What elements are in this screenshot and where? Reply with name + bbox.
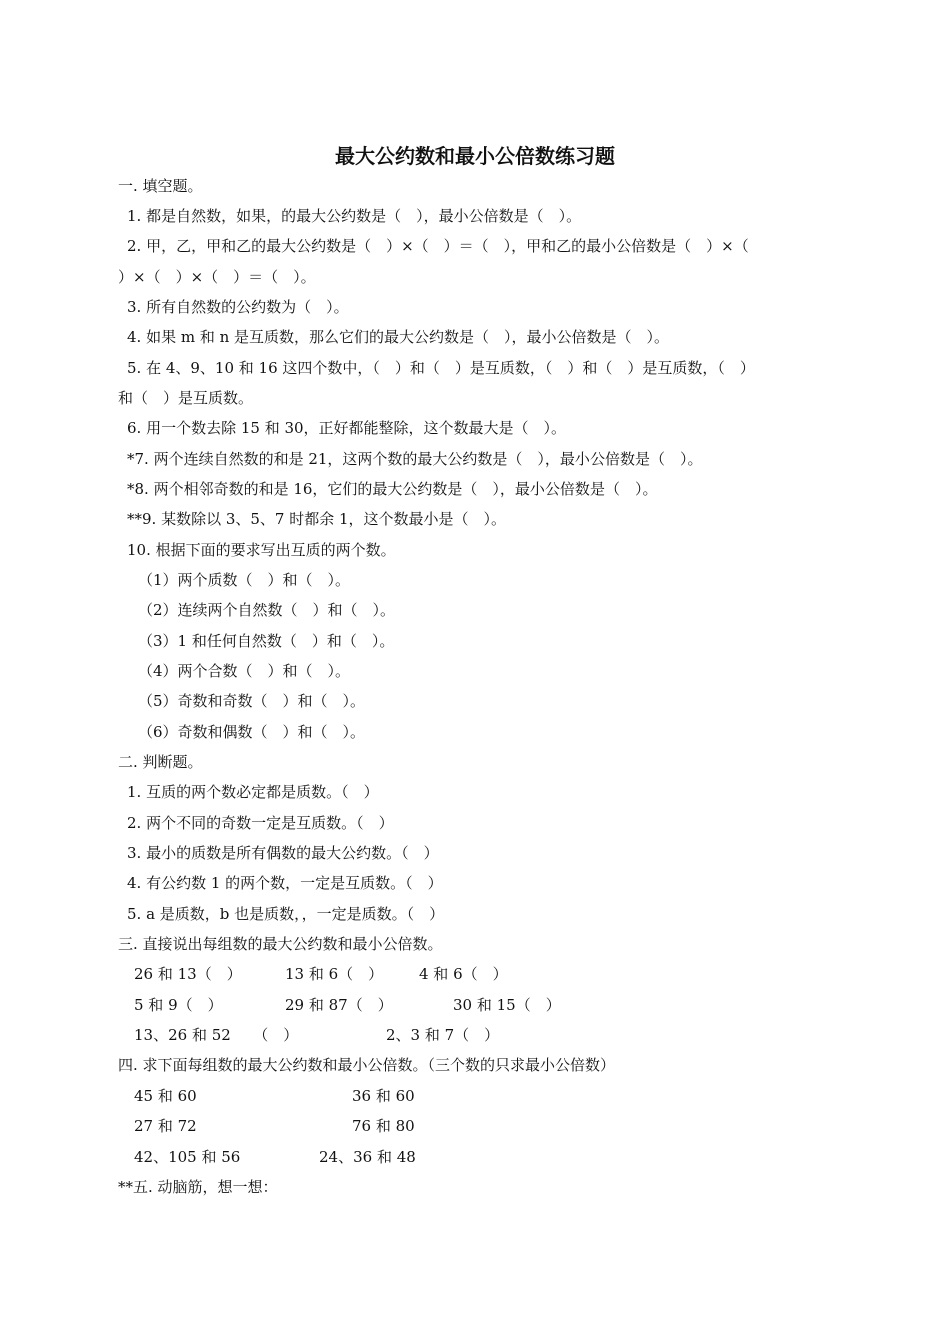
question-1-1: 1. 都是自然数，如果，的最大公约数是（ ），最小公倍数是（ ）。: [127, 207, 582, 225]
question-1-2-line1: 2. 甲，乙，甲和乙的最大公约数是（ ）×（ ）＝（ ），甲和乙的最小公倍数是（ ）×（: [127, 237, 749, 255]
question-1-5-line2: 和（ ）是互质数。: [118, 389, 254, 407]
judge-item: 5. a 是质数，b 也是质数，，一定是质数。（ ）: [127, 905, 445, 923]
pair-item: 29 和 87（ ）: [285, 996, 393, 1014]
page-title: 最大公约数和最小公倍数练习题: [335, 144, 615, 168]
group-item: 24、36 和 48: [319, 1148, 416, 1166]
pair-item: 2、3 和 7（ ）: [386, 1026, 500, 1044]
q10-item: （1）两个质数（ ）和（ ）。: [138, 571, 351, 589]
question-1-3: 3. 所有自然数的公约数为（ ）。: [127, 298, 349, 316]
group-item: 45 和 60: [134, 1087, 197, 1105]
judge-item: 1. 互质的两个数必定都是质数。（ ）: [127, 783, 379, 801]
judge-item: 2. 两个不同的奇数一定是互质数。（ ）: [127, 814, 394, 832]
q10-item: （2）连续两个自然数（ ）和（ ）。: [138, 601, 396, 619]
question-1-10: 10. 根据下面的要求写出互质的两个数。: [127, 541, 396, 559]
pair-item: 5 和 9（ ）: [134, 996, 223, 1014]
q10-item: （5）奇数和奇数（ ）和（ ）。: [138, 692, 366, 710]
group-item: 36 和 60: [352, 1087, 415, 1105]
question-1-5-line1: 5. 在 4、9、10 和 16 这四个数中，（ ）和（ ）是互质数，（ ）和（ ）是互质数，（ ）: [127, 359, 755, 377]
section2-heading: 二. 判断题。: [118, 753, 203, 771]
question-1-7: *7. 两个连续自然数的和是 21，这两个数的最大公约数是（ ），最小公倍数是（ ）。: [127, 450, 703, 468]
q10-item: （3）1 和任何自然数（ ）和（ ）。: [138, 632, 395, 650]
pair-item: 30 和 15（ ）: [453, 996, 561, 1014]
question-1-4: 4. 如果 m 和 n 是互质数，那么它们的最大公约数是（ ），最小公倍数是（ ）。: [127, 328, 670, 346]
pair-item: 26 和 13（ ）: [134, 965, 242, 983]
group-item: 76 和 80: [352, 1117, 415, 1135]
question-1-8: *8. 两个相邻奇数的和是 16，它们的最大公约数是（ ），最小公倍数是（ ）。: [127, 480, 658, 498]
section3-heading: 三. 直接说出每组数的最大公约数和最小公倍数。: [118, 935, 443, 953]
group-item: 27 和 72: [134, 1117, 197, 1135]
judge-item: 4. 有公约数 1 的两个数，一定是互质数。（ ）: [127, 874, 443, 892]
pair-item: 4 和 6（ ）: [419, 965, 508, 983]
question-1-2-line2: ）×（ ）×（ ）＝（ ）。: [118, 268, 316, 286]
q10-item: （6）奇数和偶数（ ）和（ ）。: [138, 723, 366, 741]
question-1-6: 6. 用一个数去除 15 和 30，正好都能整除，这个数最大是（ ）。: [127, 419, 567, 437]
pair-item: 13 和 6（ ）: [285, 965, 384, 983]
pair-item: 13、26 和 52 （ ）: [134, 1026, 299, 1044]
judge-item: 3. 最小的质数是所有偶数的最大公约数。（ ）: [127, 844, 439, 862]
section4-heading: 四. 求下面每组数的最大公约数和最小公倍数。（三个数的只求最小公倍数）: [118, 1056, 616, 1074]
q10-item: （4）两个合数（ ）和（ ）。: [138, 662, 351, 680]
question-1-9: **9. 某数除以 3、5、7 时都余 1，这个数最小是（ ）。: [127, 510, 507, 528]
section5-heading: **五. 动脑筋，想一想：: [118, 1178, 278, 1196]
section1-heading: 一. 填空题。: [118, 177, 203, 195]
group-item: 42、105 和 56: [134, 1148, 241, 1166]
